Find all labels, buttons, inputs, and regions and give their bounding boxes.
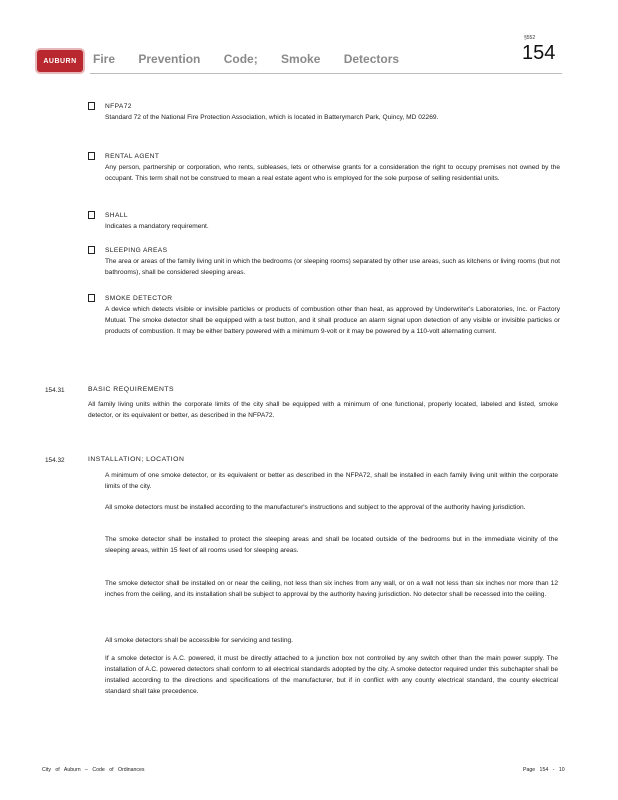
definition-term: SHALL bbox=[105, 212, 128, 219]
section-paragraph: All family living units within the corporate limits of the city shall be equipped with a minimum of one functional, properly located, labeled and listed, smoke detector, or its equivalent or better, as described in the NFPA72. bbox=[88, 401, 558, 419]
checkbox-icon bbox=[88, 102, 95, 110]
footer-document-title: City of Auburn – Code of Ordinances bbox=[42, 767, 145, 773]
checkbox-icon bbox=[88, 246, 95, 254]
definition-text: The area or areas of the family living unit in which the bedrooms (or sleeping rooms) separated by other use areas, such as kitchens or living rooms (but not bathrooms), shall be considered sleeping areas. bbox=[105, 258, 560, 276]
page-section-label: §552 bbox=[524, 35, 536, 41]
checkbox-icon bbox=[88, 294, 95, 302]
section-paragraph: The smoke detector shall be installed to protect the sleeping areas and shall be located outside of the bedrooms but in the immediate vicinity of the sleeping areas, within 15 feet of all rooms used for sleeping areas. bbox=[105, 536, 558, 554]
page-number: 154 bbox=[522, 42, 556, 64]
checkbox-icon bbox=[88, 211, 95, 219]
section-heading: INSTALLATION; LOCATION bbox=[88, 456, 185, 463]
section-number: 154.32 bbox=[45, 457, 65, 464]
definition-term: SLEEPING AREAS bbox=[105, 247, 168, 254]
definition-term: SMOKE DETECTOR bbox=[105, 295, 173, 302]
city-logo bbox=[37, 50, 83, 72]
section-heading: BASIC REQUIREMENTS bbox=[88, 386, 175, 393]
section-paragraph: All smoke detectors must be installed according to the manufacturer's instructions and subject to the approval of the authority having jurisdiction. bbox=[105, 504, 526, 511]
checkbox-icon bbox=[88, 152, 95, 160]
section-number: 154.31 bbox=[45, 387, 65, 394]
logo-text: AUBURN bbox=[43, 57, 77, 65]
section-paragraph: The smoke detector shall be installed on or near the ceiling, not less than six inches from any wall, or on a wall not less than six inches nor more than 12 inches from the ceiling, and its installation shall be subject to approval by the authority having jurisdiction. No detector shall be recessed into the ceiling. bbox=[105, 580, 558, 598]
definition-text: Standard 72 of the National Fire Protection Association, which is located in Batterymarch Park, Quincy, MD 02269. bbox=[105, 114, 439, 121]
section-paragraph: If a smoke detector is A.C. powered, it must be directly attached to a junction box not controlled by any switch other than the main power supply. The installation of A.C. powered detectors shall conform to all electrical standards adopted by the city. A smoke detector required under this subchapter shall be installed according to the directions and specifications of the manufacturer, but if in conflict with any county electrical standard, the county electrical standard shall take precedence. bbox=[105, 655, 558, 695]
definition-text: A device which detects visible or invisible particles or products of combustion other than heat, as approved by Underwriter's Laboratories, Inc. or Factory Mutual. The smoke detector shall be equipped with a test button, and it shall produce an alarm signal upon detection of any visible or invisible particles or products of combustion. It may be either battery powered with a minimum 9-volt or it may be powered by a 110-volt alternating current. bbox=[105, 306, 560, 335]
definition-term: NFPA72 bbox=[105, 103, 132, 110]
definition-text: Any person, partnership or corporation, who rents, subleases, lets or otherwise grants for a consideration the right to occupy premises not owned by the occupant. This term shall not be construed to mean a real estate agent who is employed for the sole purpose of selling residential units. bbox=[105, 164, 560, 182]
definition-text: Indicates a mandatory requirement. bbox=[105, 223, 209, 230]
header-divider bbox=[90, 73, 562, 74]
definition-term: RENTAL AGENT bbox=[105, 153, 160, 160]
footer-page-number: Page 154 - 10 bbox=[523, 767, 565, 773]
section-paragraph: A minimum of one smoke detector, or its equivalent or better as described in the NFPA72, shall be installed in each family living unit within the corporate limits of the city. bbox=[105, 472, 558, 490]
section-paragraph: All smoke detectors shall be accessible for servicing and testing. bbox=[105, 637, 294, 644]
page-header-title: Fire Prevention Code; Smoke Detectors bbox=[93, 52, 400, 66]
